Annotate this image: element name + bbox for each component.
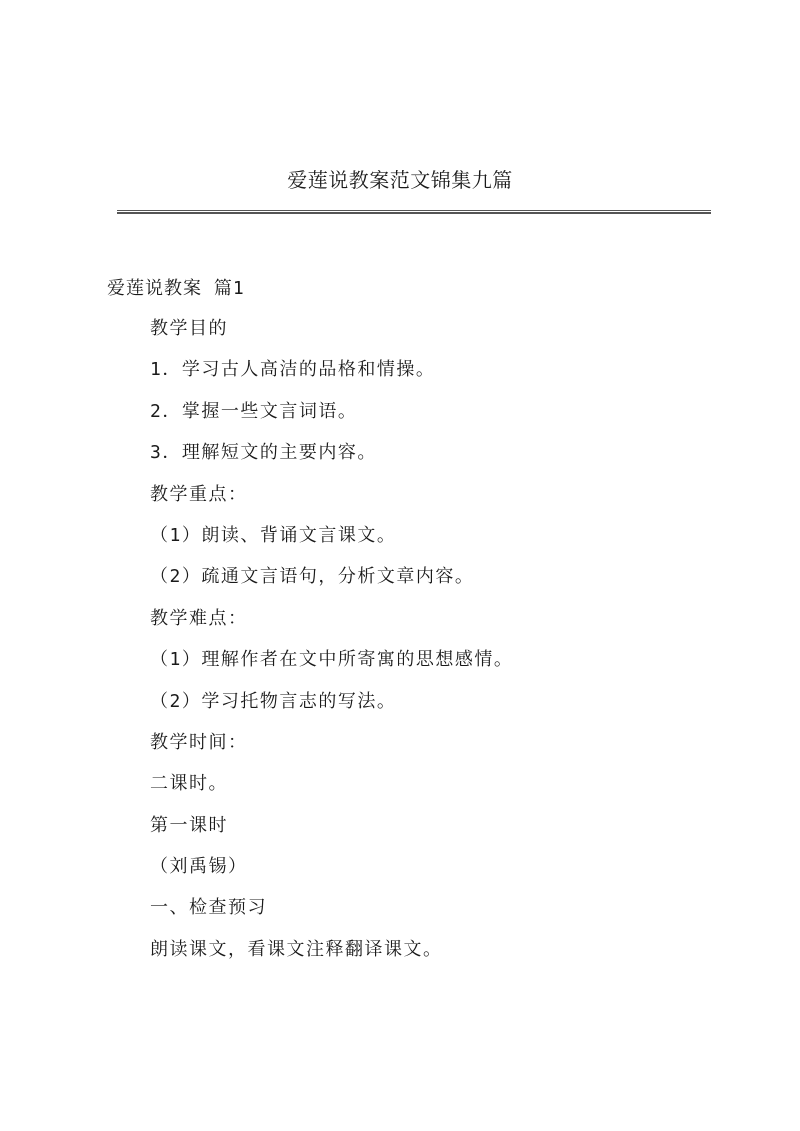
section-heading: 爱莲说教案 篇1	[107, 278, 245, 299]
body-line: 教学重点：	[150, 483, 248, 505]
body-line: 二课时。	[150, 773, 228, 795]
title-divider	[117, 210, 711, 214]
document-title: 爱莲说教案范文锦集九篇	[287, 168, 513, 192]
body-line: 一、检查预习	[150, 897, 267, 919]
body-line: 朗读课文，看课文注释翻译课文。	[150, 938, 443, 960]
body-line: 教学时间：	[150, 731, 248, 753]
body-line: （刘禹锡）	[150, 856, 248, 878]
body-line: 3．理解短文的主要内容。	[150, 442, 377, 464]
body-line: 1．学习古人高洁的品格和情操。	[150, 359, 436, 381]
body-line: （2）疏通文言语句，分析文章内容。	[150, 566, 475, 588]
body-text	[150, 316, 770, 978]
body-line: （1）理解作者在文中所寄寓的思想感情。	[150, 649, 514, 671]
body-line: 2．掌握一些文言词语。	[150, 400, 358, 422]
body-line: （2）学习托物言志的写法。	[150, 690, 397, 712]
body-line: 第一课时	[150, 814, 228, 836]
body-line: 教学目的	[150, 318, 228, 339]
body-line: 教学难点：	[150, 607, 248, 629]
body-line: （1）朗读、背诵文言课文。	[150, 524, 397, 546]
